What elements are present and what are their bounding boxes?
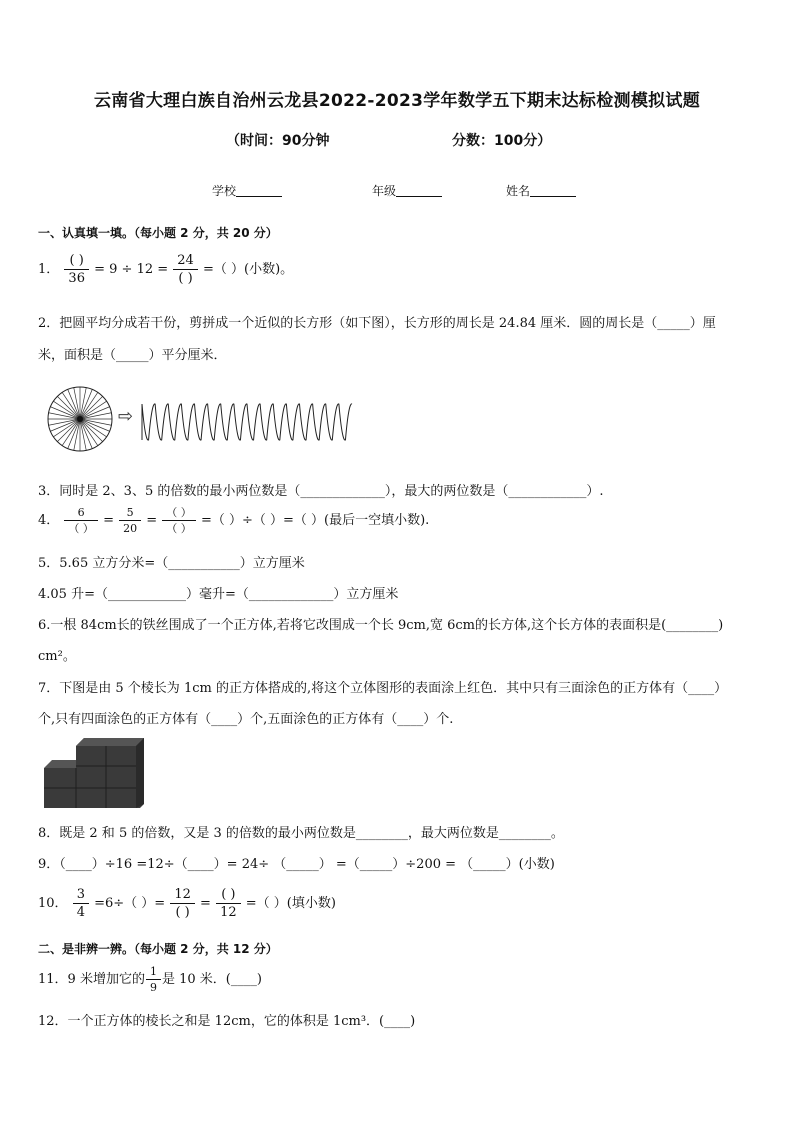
fraction-numerator: 24 [173, 254, 198, 270]
equation-text: = 9 ÷ 12 = [94, 262, 169, 277]
statement-text: 11．9 米增加它的 [38, 972, 145, 987]
question-10 [38, 888, 336, 919]
fraction-numerator: 1 [146, 966, 161, 980]
equation-text: =（ ）(填小数) [245, 896, 336, 911]
fraction-denominator[interactable]: （ ） [68, 522, 94, 535]
fraction-denominator[interactable]: （ ） [166, 522, 192, 535]
name-field [506, 182, 576, 199]
question-3: 3．同时是 2、3、5 的倍数的最小两位数是（_____________），最大的两位数是（____________）. [38, 484, 604, 499]
fraction-numerator[interactable]: ( ) [64, 254, 89, 270]
fraction-numerator: 12 [170, 888, 195, 904]
equals-sign: = [146, 513, 158, 528]
time-limit: （时间：90分钟 [226, 133, 330, 149]
total-score: 分数：100分） [452, 133, 552, 149]
equation-text: =（ ）(小数)。 [202, 262, 294, 277]
fraction-denominator: 4 [76, 905, 85, 920]
question-7-line-2: 个,只有四面涂色的正方体有（____）个,五面涂色的正方体有（____）个. [38, 712, 454, 727]
question-number: 4． [38, 513, 60, 528]
fraction-denominator: 9 [149, 981, 157, 994]
fraction-denominator: 12 [220, 905, 237, 920]
fraction-denominator[interactable]: ( ) [178, 271, 193, 286]
page-title: 云南省大理白族自治州云龙县2022-2023学年数学五下期末达标检测模拟试题 [93, 91, 701, 111]
section-2-heading: 二、是非辨一辨。（每小题 2 分，共 12 分） [38, 942, 278, 956]
grade-label: 年级 [372, 184, 397, 198]
question-5-line-2: 4.05 升=（____________）毫升=（_____________）立方厘米 [38, 587, 399, 602]
equals-sign: = [200, 896, 211, 911]
question-5-line-1: 5．5.65 立方分米=（___________）立方厘米 [38, 556, 305, 571]
grade-blank[interactable] [396, 184, 442, 197]
question-9: 9．（____）÷16 =12÷（____）= 24÷ （_____） =（_____）÷200 = （_____）(小数) [38, 857, 555, 872]
name-label: 姓名 [506, 184, 531, 198]
fraction [119, 507, 141, 534]
question-12: 12．一个正方体的棱长之和是 12cm，它的体积是 1cm³．(____) [38, 1014, 416, 1029]
fraction-denominator: 20 [123, 522, 138, 535]
statement-text: 是 10 米．(____) [161, 972, 262, 987]
fraction [64, 507, 98, 534]
school-label: 学校 [212, 184, 237, 198]
fraction [170, 888, 195, 919]
question-number: 10． [38, 896, 68, 911]
question-number: 1． [38, 262, 60, 277]
fraction [146, 966, 161, 993]
equals-sign: = [103, 513, 114, 528]
fraction [64, 254, 89, 285]
question-7-line-1: 7．下图是由 5 个棱长为 1cm 的正方体搭成的,将这个立体图形的表面涂上红色．其中只有三面涂色的正方体有（____） [38, 681, 728, 696]
fraction-numerator[interactable]: ( ) [216, 888, 241, 904]
question-11 [38, 966, 262, 993]
fraction-numerator: 3 [73, 888, 89, 904]
fraction [173, 254, 198, 285]
grade-field [372, 182, 442, 199]
section-1-heading: 一、认真填一填。（每小题 2 分，共 20 分） [38, 226, 278, 240]
school-blank[interactable] [236, 184, 282, 197]
name-blank[interactable] [530, 184, 576, 197]
fraction-numerator: 5 [119, 507, 141, 521]
fraction [216, 888, 241, 919]
circle-sectors-figure [44, 384, 122, 454]
fraction-denominator: 36 [68, 271, 85, 286]
school-field [212, 182, 282, 199]
equation-text: =6÷（ ）= [94, 896, 166, 911]
question-2-line-1: 2．把圆平均分成若干份，剪拼成一个近似的长方形（如下图），长方形的周长是 24.84 厘米．圆的周长是（_____）厘 [38, 316, 716, 331]
question-6-line-2: cm²。 [38, 649, 76, 664]
fraction-denominator[interactable]: ( ) [175, 905, 190, 920]
fraction-numerator: 6 [64, 507, 98, 521]
question-1 [38, 254, 293, 285]
rearranged-rectangle-figure [140, 400, 355, 444]
arrow-icon: ⇨ [118, 406, 134, 427]
cube-solid-figure [44, 738, 146, 810]
fraction [73, 888, 89, 919]
fraction-numerator[interactable]: （ ） [162, 507, 196, 521]
question-2-line-2: 米，面积是（_____）平分厘米． [38, 348, 227, 363]
question-6-line-1: 6.一根 84cm长的铁丝围成了一个正方体,若将它改围成一个长 9cm,宽 6cm的长方体,这个长方体的表面积是(________) [38, 618, 724, 633]
equation-text: =（ ）÷（ ）=（ ）(最后一空填小数). [200, 513, 430, 528]
fraction [162, 507, 196, 534]
question-8: 8．既是 2 和 5 的倍数，又是 3 的倍数的最小两位数是________，最大两位数是________。 [38, 826, 564, 841]
question-4 [38, 507, 429, 534]
